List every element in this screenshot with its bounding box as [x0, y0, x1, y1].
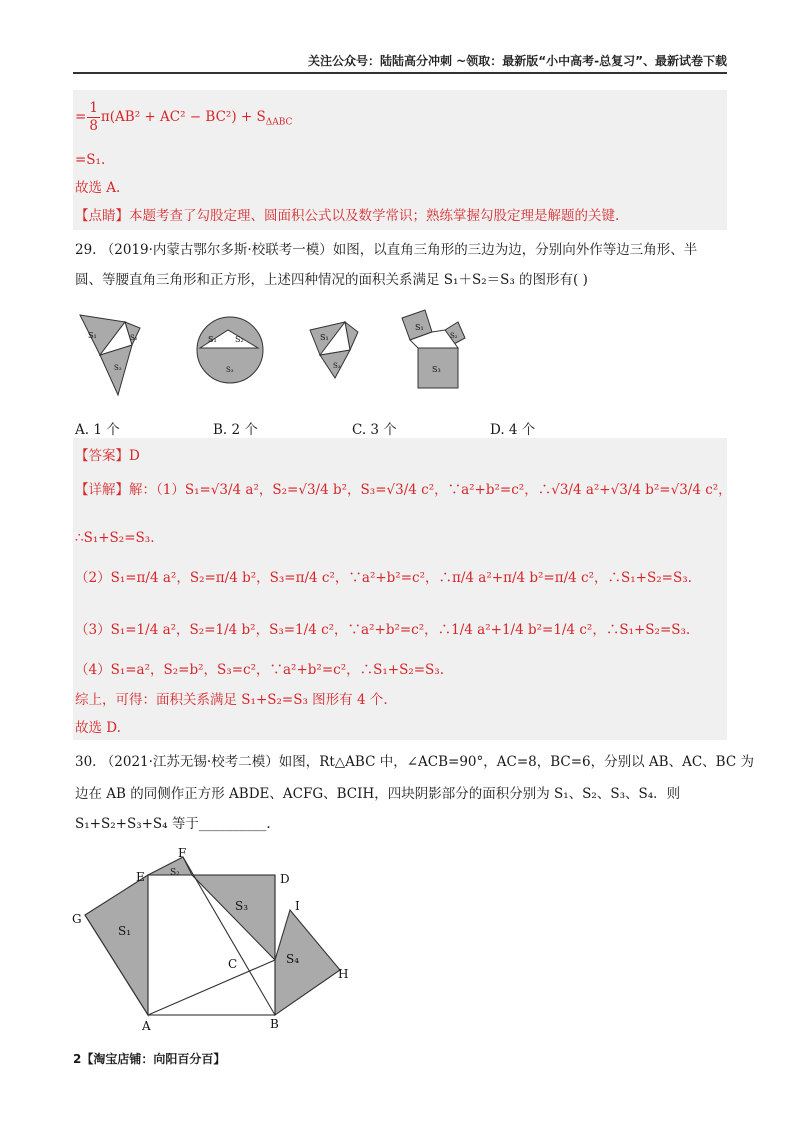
- q29-detail-2: ∴S₁+S₂=S₃.: [75, 530, 155, 546]
- option-c: C. 3 个: [352, 422, 397, 438]
- q29-detail-1: [75, 480, 732, 500]
- fig-square: [402, 310, 465, 388]
- q30-stem-3-text: S₁+S₂+S₃+S₄ 等于: [75, 816, 199, 832]
- label-D: D: [280, 872, 290, 886]
- label-H: H: [338, 967, 349, 981]
- comment-tag: 【点睛】: [75, 208, 129, 224]
- q30-stem-2: 边在 AB 的同侧作正方形 ABDE、ACFG、BCIH，四块阴影部分的面积分别为 S₁、S₂、S₃、S₄．则: [75, 786, 681, 802]
- option-b: B. 2 个: [213, 422, 258, 438]
- q30-stem-1: 30. （2021·江苏无锡·校考二模）如图，Rt△ABC 中，∠ACB=90°，AC=8，BC=6，分别以 AB、AC、BC 为: [75, 754, 754, 770]
- q30-stem-3-end: .: [266, 816, 271, 832]
- fig4-s1: S₁: [415, 323, 424, 332]
- detail-tag: 【详解】: [75, 482, 129, 498]
- fig2-s3: S₃: [226, 366, 234, 374]
- label-F: F: [178, 846, 187, 860]
- label-S1: S₁: [118, 924, 132, 938]
- prev-formula-sub: ΔABC: [265, 117, 293, 128]
- q29-figures: [70, 300, 550, 405]
- q29-detail-5: （4）S₁=a²，S₂=b²，S₃=c²，∵a²+b²=c²，∴S₁+S₂=S₃.: [75, 662, 444, 678]
- option-a: A. 1 个: [75, 422, 120, 438]
- label-B: B: [270, 1017, 279, 1031]
- q29-stem-2: 圆、等腰直角三角形和正方形，上述四种情况的面积关系满足 S₁＋S₂＝S₃ 的图形有( ): [75, 272, 588, 288]
- q30-figure: [70, 845, 370, 1035]
- prev-comment: [75, 206, 619, 226]
- q29-summary: 综上，可得：面积关系满足 S₁+S₂=S₃ 图形有 4 个.: [75, 692, 388, 708]
- comment-text: 本题考查了勾股定理、圆面积公式以及数学常识；熟练掌握勾股定理是解题的关键.: [129, 208, 620, 224]
- prev-result: =S₁.: [75, 152, 106, 168]
- fig4-s2: S₂: [450, 332, 458, 340]
- fig4-s3: S₃: [432, 365, 441, 374]
- header-divider: [73, 72, 727, 74]
- fig3-s3: S₃: [333, 362, 341, 370]
- label-S2: S₂: [170, 868, 180, 878]
- label-S3: S₃: [235, 899, 249, 913]
- prev-formula: = $\frac{1}{8}$ $\pi(AB^2 + AC^2 - BC^2) + S_{\Delta ABC}$: [75, 100, 293, 134]
- fig-isosceles: [310, 322, 358, 378]
- q29-choose: 故选 D.: [75, 720, 121, 736]
- fig-semicircle: [197, 317, 263, 383]
- detail-line-1: 解：（1）S₁=√3/4 a²，S₂=√3/4 b²，S₃=√3/4 c²，∵a²+b²=c²，∴√3/4 a²+√3/4 b²=√3/4 c²，: [129, 482, 732, 498]
- label-I: I: [295, 899, 300, 913]
- q29-detail-4: （3）S₁=1/4 a²，S₂=1/4 b²，S₃=1/4 c²，∵a²+b²=c²，∴1/4 a²+1/4 b²=1/4 c²，∴S₁+S₂=S₃.: [75, 622, 691, 638]
- page-header: 关注公众号：陆陆高分冲刺 ~领取：最新版“小中高考-总复习”、最新试卷下载: [308, 54, 727, 68]
- q29-stem-1: 29. （2019·内蒙古鄂尔多斯·校联考一模）如图，以直角三角形的三边为边，分别向外作等边三角形、半: [75, 242, 698, 258]
- q29-detail-3: （2）S₁=π/4 a²，S₂=π/4 b²，S₃=π/4 c²，∵a²+b²=c²，∴π/4 a²+π/4 b²=π/4 c²，∴S₁+S₂=S₃.: [75, 570, 692, 586]
- prev-choose: 故选 A.: [75, 180, 121, 196]
- label-E: E: [136, 870, 145, 884]
- label-S4: S₄: [286, 952, 300, 966]
- option-d: D. 4 个: [490, 422, 536, 438]
- fig3-s1: S₁: [320, 333, 329, 342]
- fig2-s2: S₂: [235, 335, 244, 344]
- label-A: A: [142, 1019, 151, 1033]
- prev-formula-tail: π(AB² + AC² − BC²) + S: [100, 109, 266, 125]
- page-footer: 2【淘宝店铺：向阳百分百】: [73, 1052, 226, 1066]
- fig1-s1: S₁: [88, 331, 97, 340]
- q30-stem-3: [75, 814, 271, 834]
- fig-equilateral: [80, 315, 140, 395]
- label-C: C: [228, 957, 238, 971]
- fig1-s3: S₃: [114, 364, 122, 372]
- q29-answer: 【答案】D: [75, 448, 140, 464]
- fig2-s1: S₁: [208, 335, 217, 344]
- fig1-s2: S₂: [130, 334, 138, 342]
- label-G: G: [72, 912, 82, 926]
- q30-blank[interactable]: __________: [198, 816, 267, 832]
